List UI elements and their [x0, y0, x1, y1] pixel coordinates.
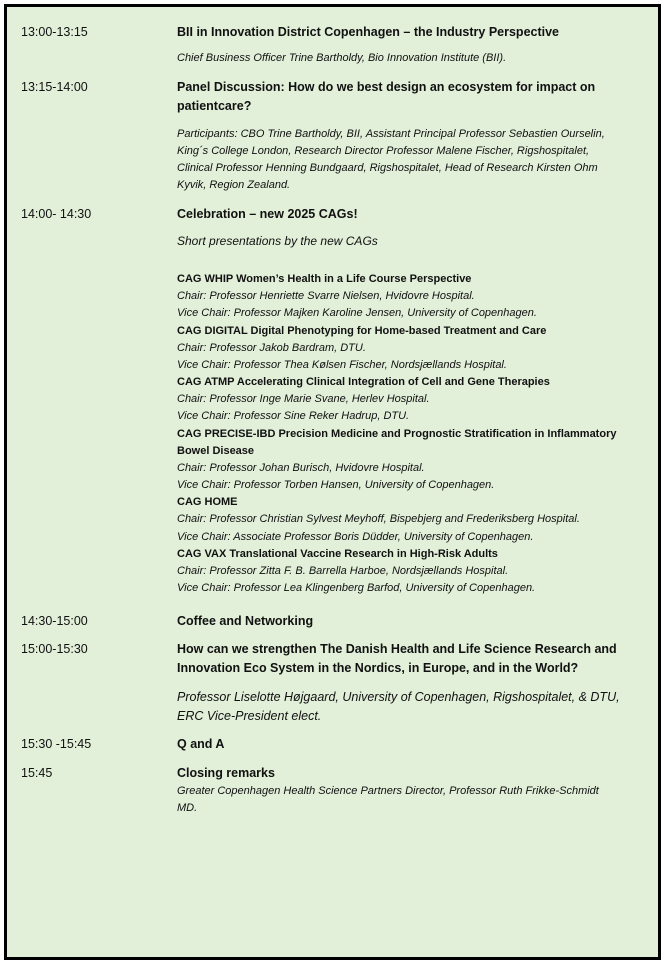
session-content: [177, 205, 647, 224]
session-title: Closing remarks: [177, 766, 275, 780]
cag-vice-chair: Vice Chair: Professor Thea Kølsen Fischer, Nordsjællands Hospital.: [177, 358, 507, 371]
cag-chair: Chair: Professor Christian Sylvest Meyhoff, Bispebjerg and Frederiksberg Hospital.: [177, 513, 580, 526]
session-time: 13:15-14:00: [21, 80, 88, 94]
cag-title: CAG DIGITAL Digital Phenotyping for Home-based Treatment and Care: [177, 324, 547, 337]
session-note-wrap: [177, 126, 647, 194]
session-title-line: patientcare?: [177, 99, 252, 113]
cag-title: CAG PRECISE-IBD Precision Medicine and Prognostic Stratification in Inflammatory: [177, 427, 617, 440]
session-title-line: Innovation Eco System in the Nordics, in Europe, and in the World?: [177, 661, 579, 675]
session-note-line: Greater Copenhagen Health Science Partners Director, Professor Ruth Frikke-Schmidt: [177, 785, 599, 797]
session-note-line: Participants: CBO Trine Bartholdy, BII, Assistant Principal Professor Sebastien Ourselin,: [177, 128, 605, 140]
session-time: 15:30 -15:45: [21, 737, 92, 751]
session-content: [177, 612, 647, 631]
session-note-line: Kyvik, Region Zealand.: [177, 179, 291, 191]
cag-title: CAG WHIP Women’s Health in a Life Course Perspective: [177, 273, 472, 285]
session-title: Celebration – new 2025 CAGs!: [177, 207, 358, 221]
session-title-line: How can we strengthen The Danish Health and Life Science Research and: [177, 642, 617, 656]
session-time: 15:45: [21, 766, 53, 780]
session-title: Coffee and Networking: [177, 614, 314, 628]
cag-vice-chair: Vice Chair: Professor Torben Hansen, University of Copenhagen.: [177, 479, 495, 492]
session-content: [177, 78, 647, 116]
cag-vice-chair: Vice Chair: Professor Lea Klingenberg Barfod, University of Copenhagen.: [177, 582, 536, 595]
session-content: [177, 735, 647, 754]
cag-chair: Chair: Professor Johan Burisch, Hvidovre Hospital.: [177, 461, 425, 474]
agenda-frame: [4, 4, 661, 960]
session-note-wrap: [177, 688, 647, 726]
cag-chair: Chair: Professor Inge Marie Svane, Herlev Hospital.: [177, 393, 430, 406]
session-note-wrap: [177, 233, 647, 250]
session-note: Short presentations by the new CAGs: [177, 234, 378, 248]
cag-title: CAG ATMP Accelerating Clinical Integration of Cell and Gene Therapies: [177, 376, 550, 389]
session-time: 13:00-13:15: [21, 25, 88, 39]
cag-vice-chair: Vice Chair: Professor Sine Reker Hadrup, DTU.: [177, 410, 410, 423]
session-title-line: Panel Discussion: How do we best design an ecosystem for impact on: [177, 80, 596, 94]
session-note: Chief Business Officer Trine Bartholdy, Bio Innovation Institute (BII).: [177, 52, 507, 64]
cag-chair: Chair: Professor Henriette Svarre Nielsen, Hvidovre Hospital.: [177, 290, 475, 302]
session-title: BII in Innovation District Copenhagen – the Industry Perspective: [177, 25, 560, 39]
session-time: 15:00-15:30: [21, 642, 88, 656]
session-time: 14:00- 14:30: [21, 207, 92, 221]
session-note-line: Clinical Professor Henning Bundgaard, Rigshospitalet, Head of Research Kirsten Ohm: [177, 162, 598, 174]
cag-title: CAG HOME: [177, 496, 238, 509]
session-note-line: Professor Liselotte Højgaard, University of Copenhagen, Rigshospitalet, & DTU,: [177, 690, 620, 704]
session-note-line: King´s College London, Research Director Professor Malene Fischer, Rigshospitalet,: [177, 145, 590, 157]
cag-vice-chair: Vice Chair: Associate Professor Boris Düdder, University of Copenhagen.: [177, 530, 534, 543]
cag-list: [177, 271, 647, 598]
session-content: [177, 23, 647, 42]
cag-vice-chair: Vice Chair: Professor Majken Karoline Jensen, University of Copenhagen.: [177, 307, 537, 320]
session-title: Q and A: [177, 737, 225, 751]
cag-title: CAG VAX Translational Vaccine Research in High-Risk Adults: [177, 547, 498, 560]
cag-chair: Chair: Professor Jakob Bardram, DTU.: [177, 341, 366, 354]
session-time: 14:30-15:00: [21, 614, 88, 628]
session-note-line: ERC Vice-President elect.: [177, 709, 322, 723]
session-note-wrap: [177, 50, 647, 67]
cag-title: Bowel Disease: [177, 444, 255, 457]
session-content: [177, 764, 647, 817]
cag-chair: Chair: Professor Zitta F. B. Barrella Harboe, Nordsjællands Hospital.: [177, 564, 509, 577]
session-note-line: MD.: [177, 802, 198, 814]
session-content: [177, 640, 647, 678]
